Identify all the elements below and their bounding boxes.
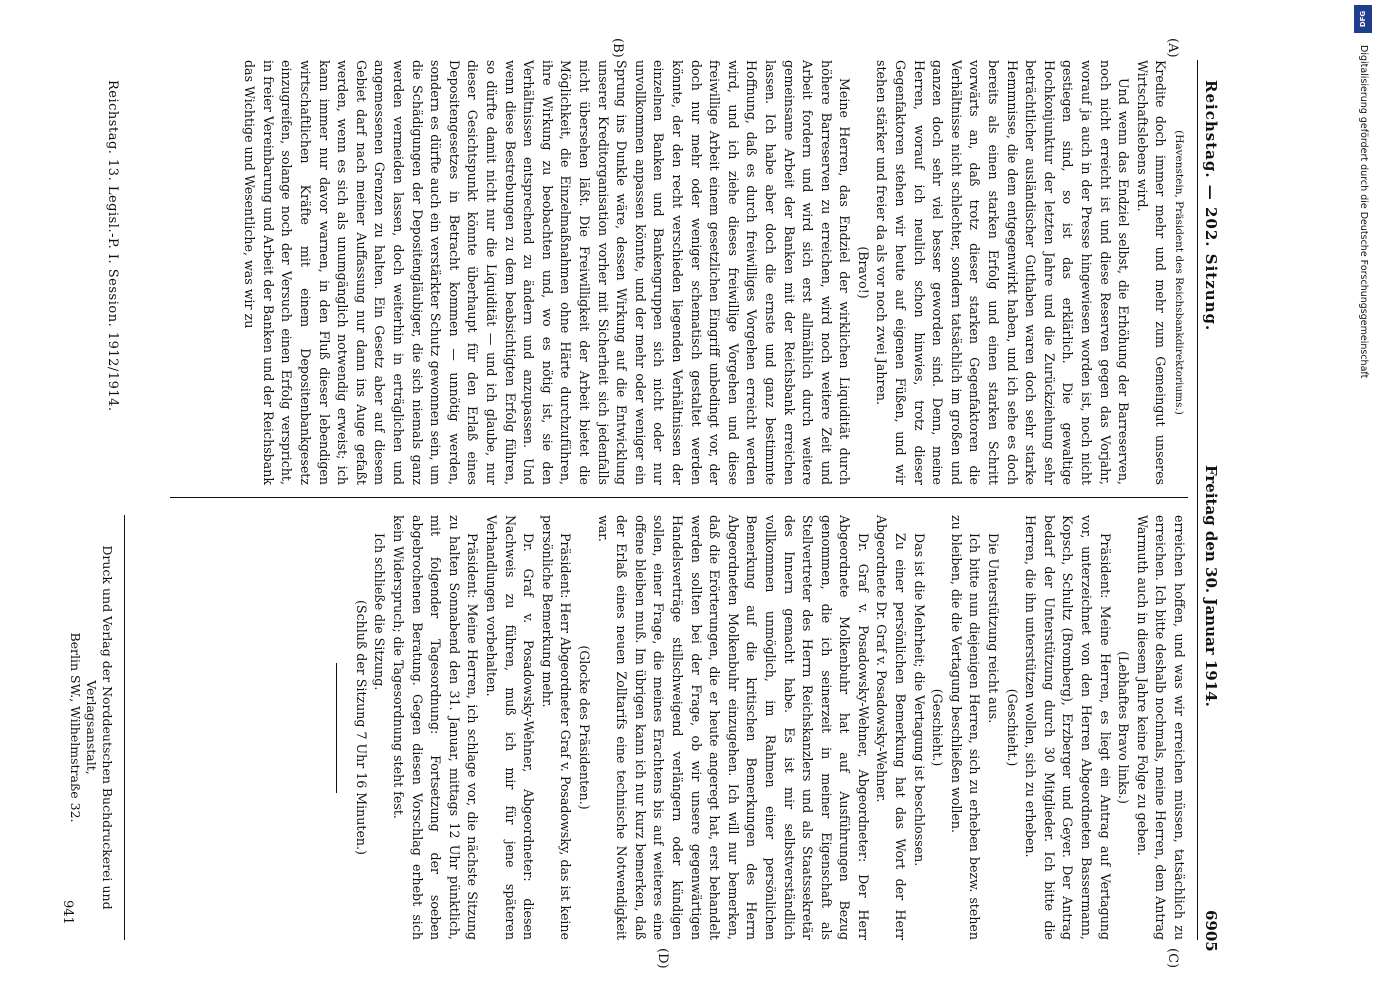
paragraph: Präsident: Meine Herren, es liegt ein Antrag auf Vertagung vor, unterzeichnet von den Herren Abgeordneten Bassermann, Kopsch, Schultz (Bromberg), Erzberger und Geyer. Der Antrag bedarf der Unterstützung durch 30 Mitglieder. Ich bitte die Herren, die ihn unterstützen wollen, sich zu erheben.: [1023, 515, 1113, 940]
paragraph: Das ist die Mehrheit; die Vertagung ist beschlossen.: [911, 533, 927, 867]
paragraph: Und wenn das Endziel selbst, die Erhöhung der Barreserven, noch nicht erreicht ist und diese Reserven gegen das Vorjahr, worauf ja auch in der Presse hingewiesen worden ist, noch nicht gestiegen sind, so ist das erklärlich. Die gewaltige Hochkonjunktur der letzten Jahre und die Zurückziehung sehr beträchtlicher ausländischer Guthaben waren doch sehr starke Hemmnisse, die dem entgegenwirkt haben, und ich sehe es doch bereits als einen starken Erfolg und einen starken Schritt vorwärts an, daß trotz dieser starken Gegenfaktoren die Verhältnisse nicht schlechter, sondern tatsächlich im großen und ganzen doch sehr viel besser geworden sind. Denn, meine Herren, worauf ich neulich schon hinwies, trotz dieser Gegenfaktoren stehen wir heute auf eigenen Füßen, und wir stehen stärker und freier da als vor noch zwei Jahren.: [874, 60, 1132, 485]
annotation: (Geschieht.): [1004, 688, 1020, 767]
paragraph: Zu einer persönlichen Bemerkung hat das Wort der Herr Abgeordnete Dr. Graf v. Posadowsky-Wehner.: [874, 515, 909, 940]
imprint: [67, 515, 115, 940]
margin-marker-b: (B): [610, 38, 625, 58]
dfg-badge-text: DFG: [1359, 10, 1367, 28]
imprint-rule: [124, 515, 125, 940]
closing-rule: [336, 663, 337, 793]
imprint-line: Druck und Verlag der Norddeutschen Buchdruckerei und Verlagsanstalt,: [84, 545, 115, 910]
paragraph: erreichen hoffen, und was wir erreichen müssen, tatsächlich zu erreichen. Ich bitte deshalb nochmals, meine Herren, dem Antrag Warmuth auch in diesem Jahre keine Folge zu geben.: [1134, 515, 1187, 940]
paragraph: Ich schließe die Sitzung.: [372, 533, 388, 691]
column-divider: [170, 497, 1188, 498]
margin-marker-a: (A): [1165, 38, 1180, 58]
margin-marker-d: (D): [655, 948, 670, 969]
page-number: 6905: [1202, 910, 1220, 952]
dfg-notice: [1348, 5, 1378, 815]
annotation: (Lebhaftes Bravo links.): [1116, 651, 1132, 804]
dfg-logo-icon: [1354, 5, 1372, 33]
header-session: Reichstag. — 202. Sitzung.: [1202, 80, 1220, 332]
right-column: [326, 515, 1188, 940]
paragraph: Dr. Graf v. Posadowsky-Wehner, Abgeordneter: diesen Nachweis zu führen, muß ich mir für jene späteren Verhandlungen vorbehalten.: [484, 515, 537, 940]
paragraph: Dr. Graf v. Posadowsky-Wehner, Abgeordneter: Der Herr Abgeordnete Molkenbuhr hat auf Ausführungen Bezug genommen, die ich seinerzeit in meiner Eigenschaft als Stellvertreter des Herrn Reichskanzlers und als Staatssekretär des Innern gemacht habe. Es ist mir selbstverständlich vollkommen unmöglich, im Rahmen einer persönlichen Bemerkung auf die kritischen Bemerkungen des Herrn Abgeordneten Molkenbuhr einzugehen. Ich will nur bemerken, daß die Erörterungen, die er heute angeregt hat, erst behandelt werden sollten bei der Frage, ob wir unsere gegenwärtigen Handelsverträge stillschweigend verlängern oder kündigen sollen, einer Frage, die meines Erachtens bis auf weiteres eine offene bleiben muß. Im übrigen kann ich nur kurz bemerken, daß der Erlaß eines neuen Zolltarifs eine technische Notwendigkeit war.: [595, 515, 871, 940]
left-column: [240, 60, 1188, 485]
annotation: (Geschieht.): [930, 688, 946, 767]
paragraph: Präsident: Meine Herren, ich schlage vor, die nächste Sitzung zu halten Sonnabend den 31. Januar, mittags 12 Uhr pünktlich, mit folgender Tagesordnung: Fortsetzung der soeben abgebrochenen Beratung. Gegen diesen Vorschlag erhebt sich kein Widerspruch; die Tagesordnung steht fest.: [391, 515, 481, 940]
header-date: Freitag den 30. Januar 1914.: [1202, 465, 1220, 707]
annotation: (Schluß der Sitzung 7 Uhr 16 Minuten.): [353, 600, 369, 855]
header-rule: [1197, 60, 1198, 940]
paragraph: Präsident: Herr Abgeordneter Graf v. Posadowsky, das ist keine persönliche Bemerkung mehr.: [539, 515, 574, 940]
imprint-line: Berlin SW., Wilhelmstraße 32.: [68, 632, 83, 823]
speaker-line: (Havenstein, Präsident des Reichsbankdirektoriums.): [1173, 130, 1185, 415]
dfg-notice-text: Digitalisierung gefördert durch die Deutsche Forschungsgemeinschaft: [1358, 45, 1369, 379]
footer-session: Reichstag. 13. Legisl.-P. I. Session. 1912/1914.: [105, 80, 120, 412]
paragraph: Die Unterstützung reicht aus.: [986, 533, 1002, 724]
annotation: (Glocke des Präsidenten.): [577, 645, 592, 810]
signature-number: 941: [60, 900, 75, 925]
paragraph: Meine Herren, das Endziel der wirklichen Liquidität durch höhere Barreserven zu erreichen, wird noch weitere Zeit und Arbeit fordern und wird sich erst allmählich durch weitere gemeinsame Arbeit der Banken mit der Reichsbank erreichen lassen. Ich habe aber doch die ernste und ganz bestimmte Hoffnung, daß es durch freiwilliges Vorgehen erreicht werden wird, und ich ziehe dieses freiwillige Vorgehen und diese freiwillige Arbeit einem gesetzlichen Eingriff unbedingt vor, der doch nur mehr oder weniger schematisch gestaltet werden könnte, der den recht verschieden liegenden Verhältnissen der einzelnen Banken und Bankengruppen sich nicht oder nur unvollkommen anpassen könnte, und der mehr oder weniger ein Sprung ins Dunkle wäre, dessen Wirkung auf die Entwicklung unserer Kreditorganisation vorher mit Sicherheit sich jedenfalls nicht übersehen läßt. Die Freiwilligkeit der Arbeit bietet die Möglichkeit, die Einzelmaßnahmen ohne Härte durchzuführen, ihre Wirkung zu beobachten und, wo es nötig ist, sie den Verhältnissen entsprechend zu ändern und anzupassen. Und wenn diese Bestrebungen zu dem beabsichtigten Erfolg führen, so dürfte damit nicht nur die Liquidität — und ich glaube, nur dieser Gesichtspunkt könnte überhaupt für den Erlaß eines Depositengesetzes in Betracht kommen — unnötig werden, sondern es dürfte auch ein verstärkter Schutz gewonnen sein, um die Schädigungen der Depositengläubiger, die sich niemals ganz werden vermeiden lassen, doch weiterhin in erträglichen und angemessenen Grenzen zu halten. Ein Gesetz aber auf diesem Gebiet darf nach meiner Auffassung nur dann ins Auge gefaßt werden, wenn es sich als unumgänglich notwendig erweist; ich kann immer nur davor warnen, in den Fluß dieser lebendigen wirtschaftlichen Kräfte mit einem Depositenbankgesetz einzugreifen, solange noch der Versuch einen Erfolg verspricht, in freier Vereinbarung und Arbeit der Banken und der Reichsbank das Wichtige und Wesentliche, was wir zu: [242, 60, 853, 485]
margin-marker-c: (C): [1165, 948, 1180, 969]
paragraph: Ich bitte nun diejenigen Herren, sich zu erheben bezw. stehen zu bleiben, die die Vertagung beschließen wollen.: [948, 515, 983, 940]
paragraph: Kredite doch immer mehr und mehr zum Gemeingut unseres Wirtschaftslebens wird.: [1134, 60, 1169, 485]
annotation: (Bravo!): [855, 246, 871, 299]
